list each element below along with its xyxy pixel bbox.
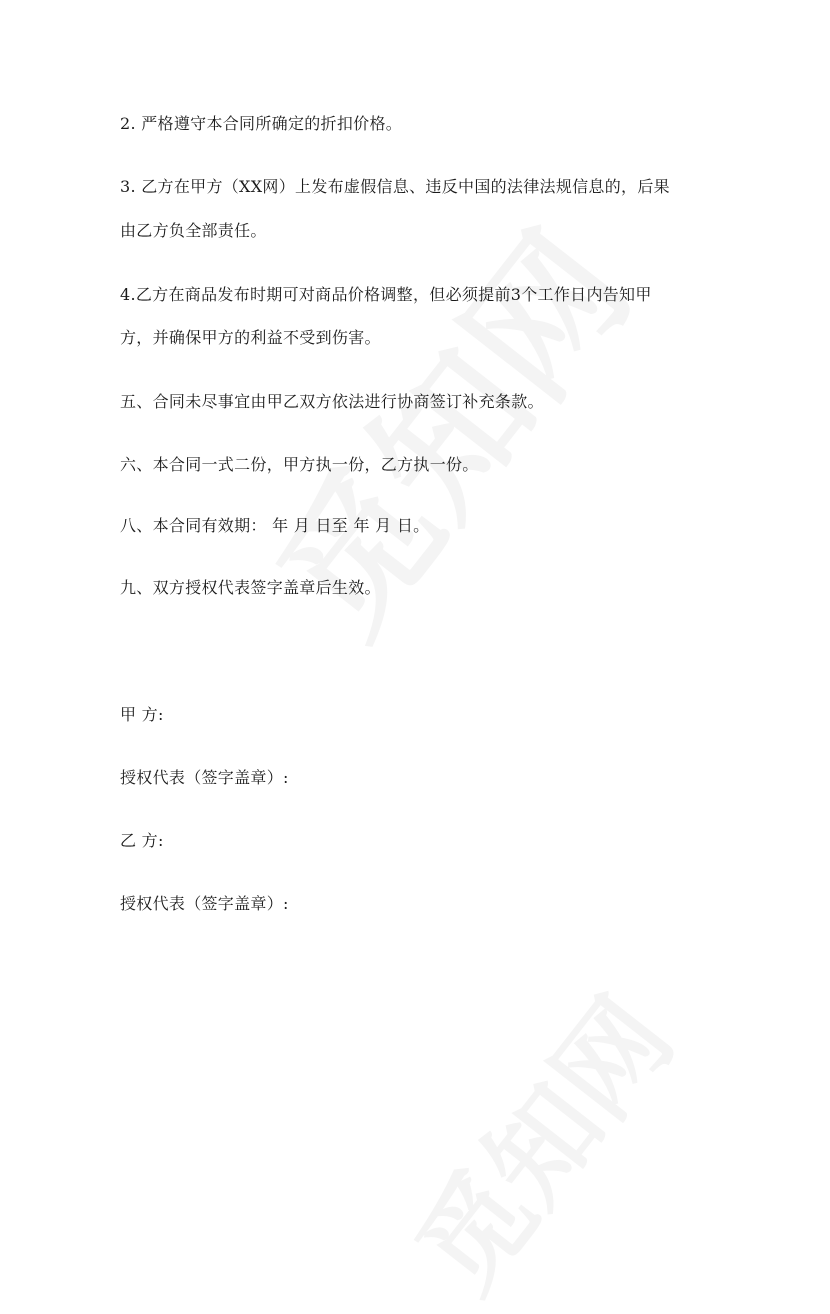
clause-3-continued: 由乙方负全部责任。 [120,221,267,240]
party-a-representative-label: 授权代表（签字盖章）: [120,768,289,787]
clause-six: 六、本合同一式二份，甲方执一份，乙方执一份。 [120,455,479,474]
party-b-label: 乙 方: [120,831,164,850]
clause-five: 五、合同未尽事宜由甲乙双方依法进行协商签订补充条款。 [120,392,544,411]
clause-4: 4.乙方在商品发布时期可对商品价格调整，但必须提前3个工作日内告知甲 [120,285,652,304]
clause-4-continued: 方，并确保甲方的利益不受到伤害。 [120,328,381,347]
party-a-label: 甲 方: [120,705,164,724]
clause-3: 3. 乙方在甲方（XX网）上发布虚假信息、违反中国的法律法规信息的，后果 [120,177,670,196]
clause-nine: 九、双方授权代表签字盖章后生效。 [120,578,381,597]
clause-2: 2. 严格遵守本合同所确定的折扣价格。 [120,114,403,133]
clause-eight: 八、本合同有效期： 年 月 日至 年 月 日。 [120,516,430,535]
party-b-representative-label: 授权代表（签字盖章）: [120,894,289,913]
watermark [400,981,690,1309]
